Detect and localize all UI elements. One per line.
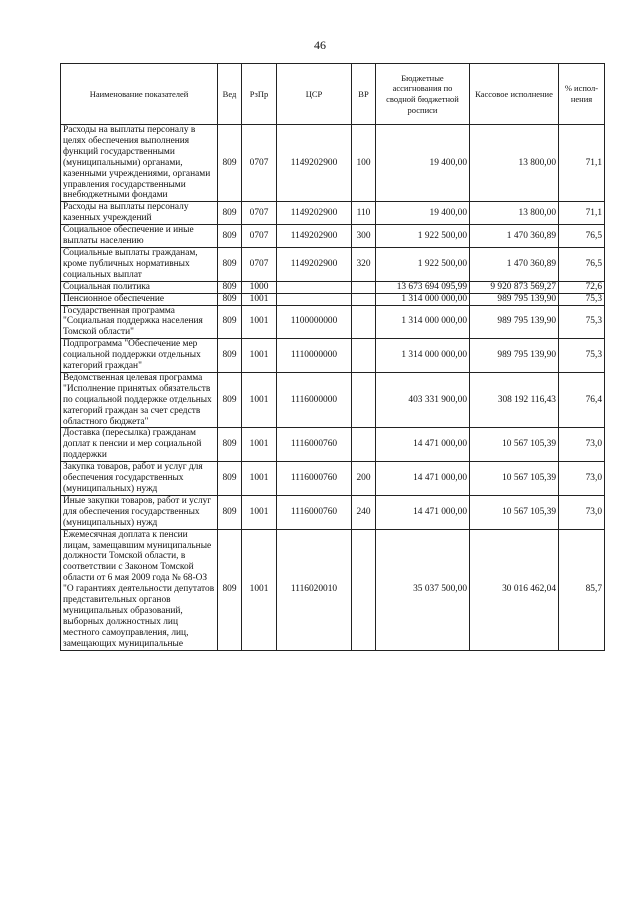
cell-vr: 320: [352, 247, 376, 281]
cell-budget: 19 400,00: [376, 125, 470, 202]
table-row: [61, 281, 605, 293]
cell-ved: 809: [218, 529, 242, 650]
cell-ved: 809: [218, 428, 242, 462]
cell-vr: [352, 372, 376, 428]
cell-vr: [352, 428, 376, 462]
table-row: [61, 202, 605, 225]
cell-vr: 240: [352, 495, 376, 529]
cell-budget: 19 400,00: [376, 202, 470, 225]
cell-percent: 73,0: [559, 428, 605, 462]
cell-budget: 14 471 000,00: [376, 462, 470, 496]
cell-csr: [277, 281, 352, 293]
cell-vr: [352, 339, 376, 373]
cell-ved: 809: [218, 125, 242, 202]
cell-ved: 809: [218, 305, 242, 339]
header-cash: Кассовое исполнение: [470, 64, 559, 125]
table-row: [61, 339, 605, 373]
cell-csr: 1116000760: [277, 428, 352, 462]
table-row: [61, 529, 605, 650]
cell-name: Расходы на выплаты персоналу в целях обеспечения выполнения функций государственными (муниципальными) органами, казенными учреждениями, органами управления государственными внебюджетными фондами: [61, 125, 218, 202]
cell-budget: 35 037 500,00: [376, 529, 470, 650]
cell-cash: 10 567 105,39: [470, 428, 559, 462]
cell-vr: 110: [352, 202, 376, 225]
cell-csr: 1116000760: [277, 462, 352, 496]
header-percent: % испол-нения: [559, 64, 605, 125]
table-row: [61, 247, 605, 281]
header-name: Наименование показателей: [61, 64, 218, 125]
cell-vr: 100: [352, 125, 376, 202]
cell-rzpr: 1001: [242, 462, 277, 496]
cell-csr: [277, 293, 352, 305]
cell-cash: 989 795 139,90: [470, 293, 559, 305]
cell-budget: 1 314 000 000,00: [376, 339, 470, 373]
cell-name: Социальные выплаты гражданам, кроме публичных нормативных социальных выплат: [61, 247, 218, 281]
cell-rzpr: 0707: [242, 202, 277, 225]
cell-csr: 1149202900: [277, 202, 352, 225]
table-row: [61, 462, 605, 496]
cell-name: Ежемесячная доплата к пенсии лицам, замещавшим муниципальные должности Томской области, в соответствии с Законом Томской области от 6 мая 2009 года № 68-ОЗ "О гарантиях деятельности депутатов представительных органов муниципальных образований, выборных должностных лиц местного самоуправления, лиц, замещающих муниципальные: [61, 529, 218, 650]
budget-execution-table: [60, 63, 605, 651]
cell-percent: 75,3: [559, 339, 605, 373]
cell-ved: 809: [218, 462, 242, 496]
page-number: 46: [314, 38, 326, 52]
cell-name: Иные закупки товаров, работ и услуг для обеспечения государственных (муниципальных) нужд: [61, 495, 218, 529]
cell-rzpr: 0707: [242, 247, 277, 281]
table-row: [61, 293, 605, 305]
cell-csr: 1116000760: [277, 495, 352, 529]
cell-csr: 1149202900: [277, 247, 352, 281]
cell-name: Подпрограмма "Обеспечение мер социальной поддержки отдельных категорий граждан": [61, 339, 218, 373]
cell-rzpr: 1001: [242, 428, 277, 462]
cell-csr: 1116000000: [277, 372, 352, 428]
cell-vr: [352, 305, 376, 339]
cell-rzpr: 1000: [242, 281, 277, 293]
header-ved: Вед: [218, 64, 242, 125]
cell-cash: 13 800,00: [470, 125, 559, 202]
cell-percent: 71,1: [559, 125, 605, 202]
cell-budget: 1 922 500,00: [376, 225, 470, 248]
cell-percent: 75,3: [559, 305, 605, 339]
cell-vr: 200: [352, 462, 376, 496]
cell-percent: 71,1: [559, 202, 605, 225]
cell-vr: [352, 529, 376, 650]
cell-percent: 73,0: [559, 495, 605, 529]
cell-rzpr: 1001: [242, 293, 277, 305]
cell-percent: 76,5: [559, 225, 605, 248]
cell-rzpr: 1001: [242, 372, 277, 428]
cell-cash: 308 192 116,43: [470, 372, 559, 428]
cell-cash: 9 920 873 569,27: [470, 281, 559, 293]
cell-csr: 1116020010: [277, 529, 352, 650]
table-row: [61, 305, 605, 339]
cell-csr: 1149202900: [277, 125, 352, 202]
cell-cash: 989 795 139,90: [470, 339, 559, 373]
cell-cash: 30 016 462,04: [470, 529, 559, 650]
header-csr: ЦСР: [277, 64, 352, 125]
cell-percent: 73,0: [559, 462, 605, 496]
header-rzpr: РзПр: [242, 64, 277, 125]
table-row: [61, 225, 605, 248]
cell-csr: 1110000000: [277, 339, 352, 373]
table-row: [61, 125, 605, 202]
cell-csr: 1149202900: [277, 225, 352, 248]
cell-name: Социальная политика: [61, 281, 218, 293]
header-vr: ВР: [352, 64, 376, 125]
cell-vr: [352, 293, 376, 305]
cell-budget: 1 314 000 000,00: [376, 305, 470, 339]
cell-cash: 989 795 139,90: [470, 305, 559, 339]
cell-vr: [352, 281, 376, 293]
cell-rzpr: 1001: [242, 495, 277, 529]
cell-percent: 72,6: [559, 281, 605, 293]
cell-percent: 75,3: [559, 293, 605, 305]
cell-rzpr: 1001: [242, 339, 277, 373]
cell-cash: 1 470 360,89: [470, 225, 559, 248]
cell-budget: 14 471 000,00: [376, 428, 470, 462]
cell-ved: 809: [218, 495, 242, 529]
cell-budget: 13 673 694 095,99: [376, 281, 470, 293]
cell-name: Расходы на выплаты персоналу казенных учреждений: [61, 202, 218, 225]
cell-csr: 1100000000: [277, 305, 352, 339]
cell-budget: 403 331 900,00: [376, 372, 470, 428]
cell-cash: 1 470 360,89: [470, 247, 559, 281]
cell-name: Социальное обеспечение и иные выплаты населению: [61, 225, 218, 248]
cell-ved: 809: [218, 225, 242, 248]
cell-ved: 809: [218, 281, 242, 293]
cell-vr: 300: [352, 225, 376, 248]
cell-percent: 85,7: [559, 529, 605, 650]
cell-percent: 76,5: [559, 247, 605, 281]
cell-cash: 13 800,00: [470, 202, 559, 225]
table-row: [61, 372, 605, 428]
cell-rzpr: 1001: [242, 529, 277, 650]
header-budget: Бюджетные ассигнования по сводной бюджетной росписи: [376, 64, 470, 125]
cell-budget: 14 471 000,00: [376, 495, 470, 529]
cell-name: Государственная программа "Социальная поддержка населения Томской области": [61, 305, 218, 339]
cell-rzpr: 1001: [242, 305, 277, 339]
cell-budget: 1 314 000 000,00: [376, 293, 470, 305]
cell-budget: 1 922 500,00: [376, 247, 470, 281]
cell-ved: 809: [218, 247, 242, 281]
cell-cash: 10 567 105,39: [470, 462, 559, 496]
table-row: [61, 495, 605, 529]
cell-ved: 809: [218, 293, 242, 305]
cell-ved: 809: [218, 339, 242, 373]
cell-ved: 809: [218, 202, 242, 225]
cell-name: Пенсионное обеспечение: [61, 293, 218, 305]
cell-name: Доставка (пересылка) гражданам доплат к пенсии и мер социальной поддержки: [61, 428, 218, 462]
cell-name: Закупка товаров, работ и услуг для обеспечения государственных (муниципальных) нужд: [61, 462, 218, 496]
cell-name: Ведомственная целевая программа "Исполнение принятых обязательств по социальной поддержке отдельных категорий граждан за счет средств областного бюджета": [61, 372, 218, 428]
table-row: [61, 428, 605, 462]
cell-rzpr: 0707: [242, 125, 277, 202]
cell-percent: 76,4: [559, 372, 605, 428]
cell-ved: 809: [218, 372, 242, 428]
cell-rzpr: 0707: [242, 225, 277, 248]
table-header-row: [61, 64, 605, 125]
cell-cash: 10 567 105,39: [470, 495, 559, 529]
